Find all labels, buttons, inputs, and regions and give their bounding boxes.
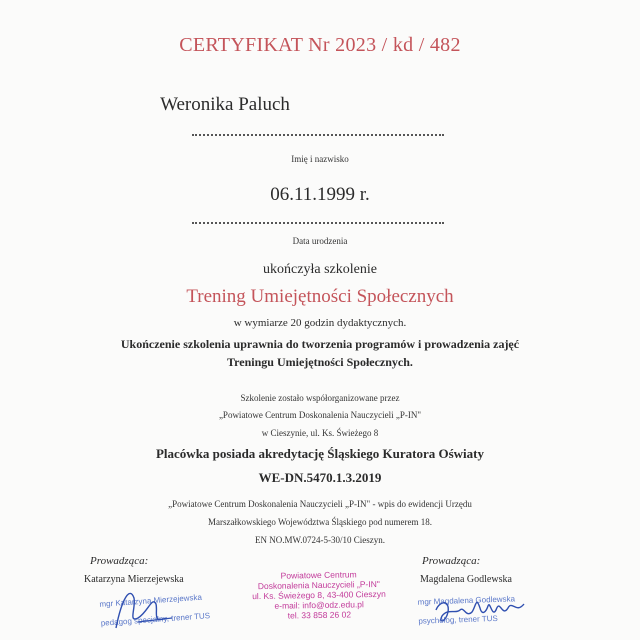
center-stamp-line4: e-mail: info@odz.edu.pl <box>274 599 364 611</box>
center-stamp-line5: tel. 33 858 26 02 <box>287 609 352 621</box>
right-stamp-line1: mgr Magdalena Godlewska <box>417 594 516 607</box>
accreditation-text: Placówka posiada akredytację Śląskiego Kuratora Oświaty <box>155 446 484 461</box>
name-label: Imię i nazwisko <box>291 154 349 164</box>
person-name: Weronika Paluch <box>160 94 290 115</box>
organizer-address: w Cieszynie, ul. Ks. Świeżego 8 <box>261 428 379 438</box>
birthdate-underline <box>192 222 444 224</box>
center-stamp-line2: Doskonalenia Nauczycieli „P-IN" <box>257 578 380 592</box>
registry-line2: Marszałkowskiego Województwa Śląskiego pod numerem 18. <box>207 517 433 527</box>
birthdate: 06.11.1999 r. <box>270 184 370 205</box>
certificate-title: CERTYFIKAT Nr 2023 / kd / 482 <box>179 34 461 56</box>
name-underline <box>192 134 444 136</box>
left-signature-name: Katarzyna Mierzejewska <box>84 574 184 585</box>
organizer-intro: Szkolenie zostało współorganizowane przez <box>240 393 400 403</box>
right-signature-name: Magdalena Godlewska <box>420 574 512 585</box>
organizer-name: „Powiatowe Centrum Doskonalenia Nauczycieli „P-IN" <box>218 410 422 420</box>
registry-line1: „Powiatowe Centrum Doskonalenia Nauczycieli „P-IN" - wpis do ewidencji Urzędu <box>168 499 472 509</box>
hours-text: w wymiarze 20 godzin dydaktycznych. <box>233 317 407 329</box>
birthdate-label: Data urodzenia <box>292 236 348 246</box>
left-stamp-line2: pedagog specjalny, trener TUS <box>100 611 211 628</box>
registry-line3: EN NO.MW.0724-5-30/10 Cieszyn. <box>255 535 385 545</box>
course-title: Trening Umiejętności Społecznych <box>186 286 454 307</box>
left-stamp-line1: mgr Katarzyna Mierzejewska <box>99 592 203 609</box>
center-stamp-line1: Powiatowe Centrum <box>280 569 357 581</box>
center-institution-stamp <box>238 569 401 622</box>
rights-line2: Treningu Umiejętności Społecznych. <box>227 355 413 369</box>
left-handwritten-signature <box>108 578 178 638</box>
rights-line1: Ukończenie szkolenia uprawnia do tworzenia programów i prowadzenia zajęć <box>120 337 520 351</box>
right-signature-label: Prowadząca: <box>422 555 481 567</box>
left-signature-label: Prowadząca: <box>90 555 149 567</box>
completed-text: ukończyła szkolenie <box>263 262 377 277</box>
right-handwritten-signature <box>430 590 530 635</box>
accreditation-number: WE-DN.5470.1.3.2019 <box>258 470 382 485</box>
right-stamp-line2: psycholog, trener TUS <box>418 613 498 626</box>
center-stamp-line3: ul. Ks. Świeżego 8, 43-400 Cieszyn <box>252 588 386 602</box>
